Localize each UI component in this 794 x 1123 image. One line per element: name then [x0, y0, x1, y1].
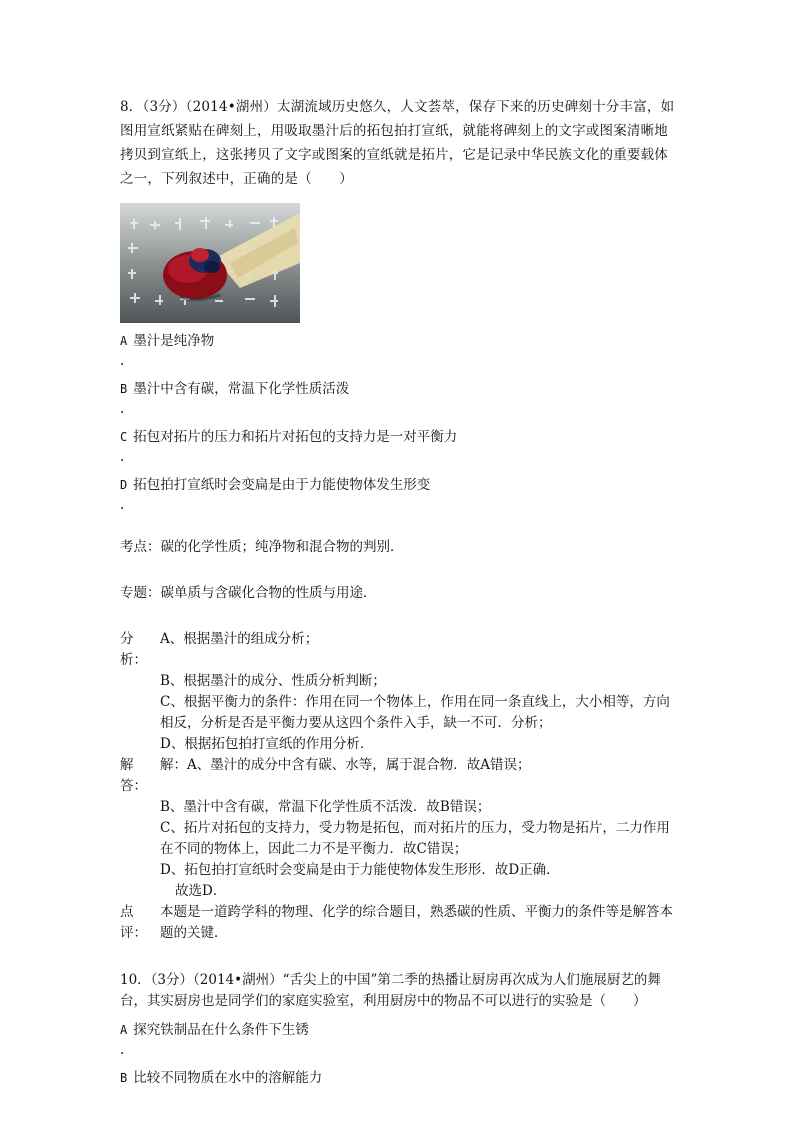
rubbing-photo [120, 203, 300, 323]
question-8-options [120, 331, 680, 515]
kaodian-section: 考点：碳的化学性质；纯净物和混合物的判别． [120, 539, 404, 555]
jieda-section: 解答： 解：A、墨汁的成分中含有碳、水等，属于混合物．故A错误； B、墨汁中含有碳，常温下化学性质不活泼．故B错误； C、拓片对拓包的支持力，受力物是拓包，而对拓片的压力，受力物是拓片，二力作用在不同的物体上，因此二力不是平衡力．故C错误； D、拓包拍打宣纸时会变扁是由于力能使物体发生形形．故D正确． 故选D． [120, 757, 670, 899]
option-a[interactable]: A 探究铁制品在什么条件下生锈 [120, 1022, 309, 1038]
dianping-section: 点评： 本题是一道跨学科的物理、化学的综合题目，熟悉碳的性质、平衡力的条件等是解答本题的关键． [120, 904, 673, 941]
option-a[interactable]: A 墨汁是纯净物 [120, 333, 215, 349]
option-b[interactable]: B 墨汁中含有碳，常温下化学性质活泼 [120, 381, 350, 397]
zhuanti-section: 专题：碳单质与含碳化合物的性质与用途． [120, 585, 377, 601]
option-dot: . [120, 497, 125, 513]
option-dot: . [120, 449, 125, 465]
document-page [120, 95, 680, 1088]
question-8-stem: 8．（3分）（2014•湖州）太湖流域历史悠久，人文荟萃，保存下来的历史碑刻十分丰富，如图用宣纸紧贴在碑刻上，用吸取墨汁后的拓包拍打宣纸，就能将碑刻上的文字或图案清晰地拷贝到宣纸上，这张拷贝了文字或图案的宣纸就是拓片，它是记录中华民族文化的重要载体之一，下列叙述中，正确的是（ ） [120, 99, 675, 187]
option-c[interactable]: C 拓包对拓片的压力和拓片对拓包的支持力是一对平衡力 [120, 429, 458, 445]
fenxi-section: 分析： A、根据墨汁的组成分析； B、根据墨汁的成分、性质分析判断； C、根据平衡力的条件：作用在同一个物体上，作用在同一条直线上，大小相等，方向相反，分析是否是平衡力要从这四个条件入手，缺一不可．分析； D、根据拓包拍打宣纸的作用分析． [120, 631, 670, 752]
question-10-stem: 10．（3分）（2014•湖州）“舌尖上的中国”第二季的热播让厨房再次成为人们施展厨艺的舞台，其实厨房也是同学们的家庭实验室，利用厨房中的物品不可以进行的实验是（ ） [120, 972, 661, 1009]
option-b[interactable]: B 比较不同物质在水中的溶解能力 [120, 1070, 323, 1086]
option-dot: . [120, 401, 125, 417]
option-dot: . [120, 353, 125, 369]
rubbing-photo-illustration [120, 203, 300, 323]
option-d[interactable]: D 拓包拍打宣纸时会变扁是由于力能使物体发生形变 [120, 477, 431, 493]
question-10-options [120, 1020, 680, 1088]
option-dot: . [120, 1042, 125, 1058]
